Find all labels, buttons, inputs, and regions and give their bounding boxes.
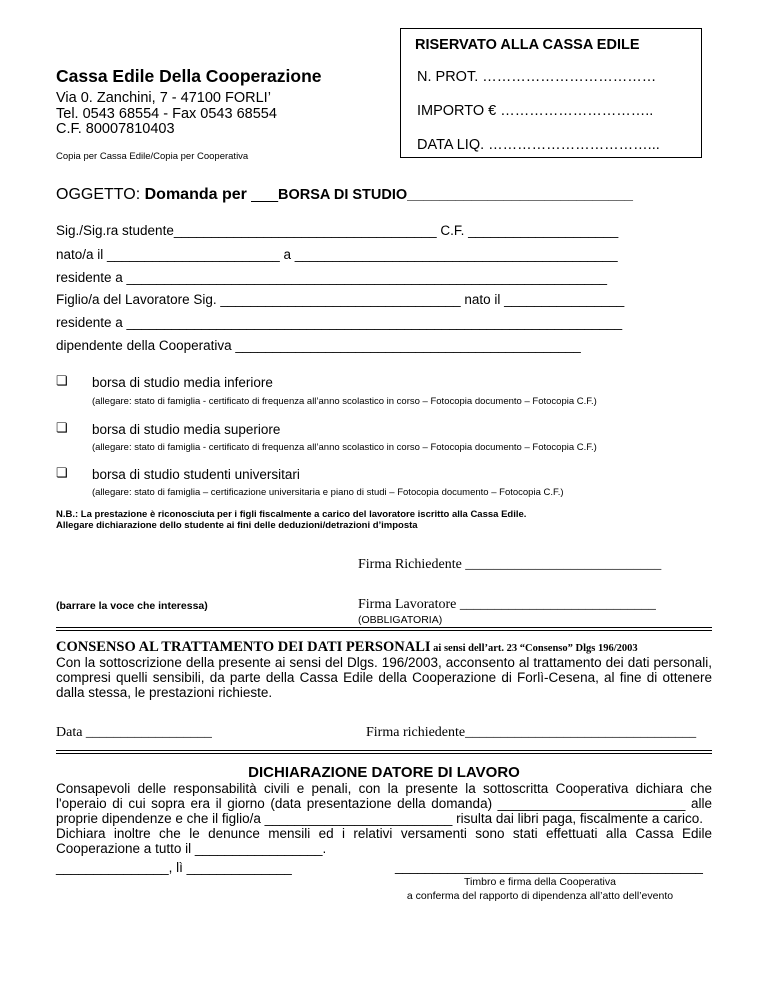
data-liq-field[interactable]: DATA LIQ. ……………………………... — [417, 137, 660, 153]
divider-1 — [56, 627, 712, 631]
subject-label: OGGETTO: — [56, 186, 145, 203]
student-field[interactable]: Sig./Sig.ra studente___________________________________ C.F. ____________________ — [56, 223, 619, 238]
option-superiore-label: borsa di studio media superiore — [92, 422, 281, 437]
subject-bold: Domanda per — [144, 186, 252, 203]
checkbox-superiore[interactable]: ❏ — [56, 420, 68, 435]
subject-blank[interactable]: ___ — [251, 186, 278, 203]
importo-field[interactable]: IMPORTO € ………………………….. — [417, 103, 654, 119]
cooperative-signature-note: a conferma del rapporto di dipendenza all’atto dell’evento — [406, 890, 674, 902]
option-universitari-note: (allegare: stato di famiglia – certificazione universitaria e piano di studi – Fotocopia documento – Fotocopia C.F.) — [92, 487, 564, 498]
obbligatoria-note: (OBBLIGATORIA) — [358, 614, 443, 626]
child-of-field[interactable]: Figlio/a del Lavoratore Sig. ________________________________ nato il ________________ — [56, 292, 625, 307]
organization-name: Cassa Edile Della Cooperazione — [56, 66, 322, 86]
consent-title: CONSENSO AL TRATTAMENTO DEI DATI PERSONALI — [56, 639, 431, 655]
organization-address: Via 0. Zanchini, 7 - 47100 FORLI’ — [56, 90, 271, 106]
consent-date[interactable]: Data __________________ — [56, 725, 212, 740]
consent-text: Con la sottoscrizione della presente ai sensi del Dlgs. 196/2003, acconsento al trattamento dei dati personali, compresi quelli sensibili, da parte della Cassa Edile della Cooperazione di Forlì-Cesena, al fine di ottenere dalla stessa, le prestazioni richieste. — [56, 655, 712, 700]
cooperative-signature-line[interactable]: _________________________________________ — [395, 859, 703, 874]
copy-note: Copia per Cassa Edile/Copia per Cooperativa — [56, 151, 249, 162]
subject-title: BORSA DI STUDIO____________________________ — [278, 187, 633, 203]
declaration-title: DICHIARAZIONE DATORE DI LAVORO — [248, 764, 520, 781]
resident-field-1[interactable]: residente a ________________________________________________________________ — [56, 270, 608, 285]
organization-phone: Tel. 0543 68554 - Fax 0543 68554 — [56, 106, 277, 122]
nb-line-1: N.B.: La prestazione è riconosciuta per i figli fiscalmente a carico del lavoratore iscritto alla Cassa Edile. — [56, 509, 527, 520]
reserved-title: RISERVATO ALLA CASSA EDILE — [415, 37, 640, 53]
consent-ref: ai sensi dell’art. 23 “Consenso” Dlgs 196/2003 — [430, 643, 638, 654]
checkbox-inferiore[interactable]: ❏ — [56, 373, 68, 388]
organization-cf: C.F. 80007810403 — [56, 121, 175, 137]
checkbox-universitari[interactable]: ❏ — [56, 465, 68, 480]
born-field[interactable]: nato/a il _______________________ a ___________________________________________ — [56, 247, 618, 262]
firma-richiedente[interactable]: Firma Richiedente ____________________________ — [358, 557, 662, 572]
nb-line-2: Allegare dichiarazione dello studente ai fini delle deduzioni/detrazioni d’imposta — [56, 520, 418, 531]
consent-signature[interactable]: Firma richiedente_________________________________ — [366, 725, 697, 740]
subject-line — [56, 186, 633, 204]
reserved-box — [400, 28, 702, 158]
consent-heading — [56, 638, 638, 656]
n-prot-field[interactable]: N. PROT. ……………………………… — [417, 69, 657, 85]
divider-2 — [56, 750, 712, 754]
employee-field[interactable]: dipendente della Cooperativa ______________________________________________ — [56, 338, 581, 353]
option-universitari-label: borsa di studio studenti universitari — [92, 467, 300, 482]
cooperative-signature-label: Timbro e firma della Cooperativa — [464, 876, 616, 888]
place-date-field[interactable]: _______________, lì ______________ — [56, 860, 292, 875]
option-inferiore-note: (allegare: stato di famiglia - certificato di frequenza all’anno scolastico in corso – Fotocopia documento – Fotocopia C.F.) — [92, 396, 597, 407]
declaration-paragraph-1: Consapevoli delle responsabilità civili e penali, con la presente la sottoscritta Cooperativa dichiara che l'operaio di cui sopra era il giorno (data presentazione della domanda) _________________________ alle proprie dipendenze e che il figlio/a _________________________ risulta dai libri paga, fiscalmente a carico. — [56, 781, 712, 826]
declaration-paragraph-2: Dichiara inoltre che le denunce mensili ed i relativi versamenti sono stati effettuati alla Cassa Edile Cooperazione a tutto il _________________. — [56, 826, 712, 856]
option-superiore-note: (allegare: stato di famiglia - certificato di frequenza all’anno scolastico in corso – Fotocopia documento – Fotocopia C.F.) — [92, 442, 597, 453]
firma-lavoratore[interactable]: Firma Lavoratore ____________________________ — [358, 597, 656, 612]
resident-field-2[interactable]: residente a __________________________________________________________________ — [56, 315, 623, 330]
option-inferiore-label: borsa di studio media inferiore — [92, 375, 273, 390]
barrare-note: (barrare la voce che interessa) — [56, 600, 208, 612]
